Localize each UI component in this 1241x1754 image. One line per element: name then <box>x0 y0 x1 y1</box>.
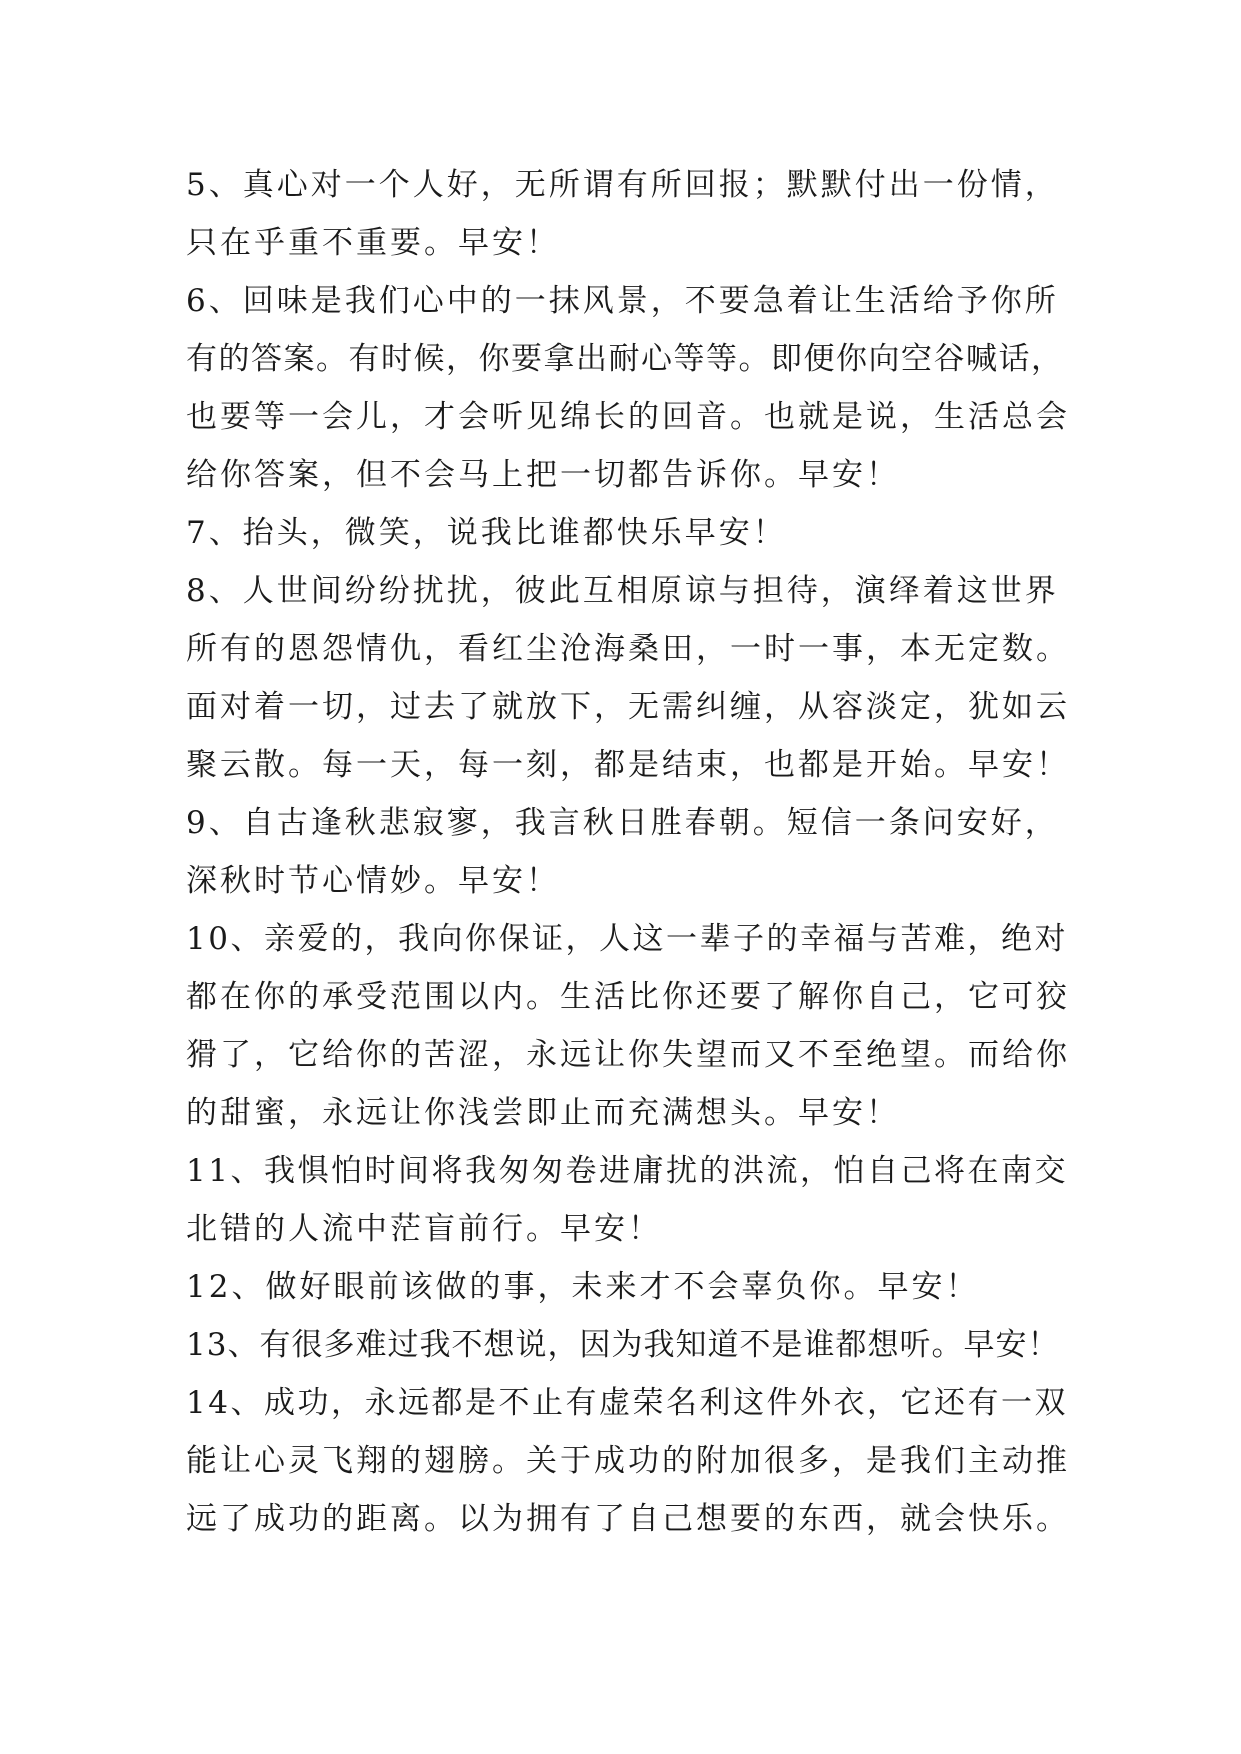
text-line: 10、亲爱的，我向你保证，人这一辈子的幸福与苦难，绝对 <box>186 921 1068 957</box>
text-line: 深秋时节心情妙。早安！ <box>186 863 560 899</box>
text-line: 给你答案，但不会马上把一切都告诉你。早安！ <box>186 457 900 493</box>
text-line: 5、真心对一个人好，无所谓有所回报；默默付出一份情， <box>186 167 1059 203</box>
text-line: 13、有很多难过我不想说，因为我知道不是谁都想听。早安！ <box>186 1327 1060 1363</box>
text-line: 能让心灵飞翔的翅膀。关于成功的附加很多，是我们主动推 <box>186 1443 1070 1479</box>
text-line: 6、回味是我们心中的一抹风景，不要急着让生活给予你所 <box>186 283 1059 319</box>
text-line: 只在乎重不重要。早安！ <box>186 225 560 261</box>
text-line: 面对着一切，过去了就放下，无需纠缠，从容淡定，犹如云 <box>186 689 1070 725</box>
text-line: 的甜蜜，永远让你浅尝即止而充满想头。早安！ <box>186 1095 900 1131</box>
text-line: 12、做好眼前该做的事，未来才不会辜负你。早安！ <box>186 1269 980 1305</box>
text-line: 也要等一会儿，才会听见绵长的回音。也就是说，生活总会 <box>186 399 1070 435</box>
text-line: 14、成功，永远都是不止有虚荣名利这件外衣，它还有一双 <box>186 1385 1068 1421</box>
text-line: 远了成功的距离。以为拥有了自己想要的东西，就会快乐。 <box>186 1501 1070 1537</box>
text-line: 9、自古逢秋悲寂寥，我言秋日胜春朝。短信一条问安好， <box>186 805 1059 841</box>
text-line: 聚云散。每一天，每一刻，都是结束，也都是开始。早安！ <box>186 747 1070 783</box>
text-line: 猾了，它给你的苦涩，永远让你失望而又不至绝望。而给你 <box>186 1037 1070 1073</box>
text-line: 所有的恩怨情仇，看红尘沧海桑田，一时一事，本无定数。 <box>186 631 1070 667</box>
text-line: 8、人世间纷纷扰扰，彼此互相原谅与担待，演绎着这世界 <box>186 573 1059 609</box>
document-body <box>186 156 1070 1548</box>
text-line: 11、我惧怕时间将我匆匆卷进庸扰的洪流，怕自己将在南交 <box>186 1153 1068 1189</box>
text-line: 北错的人流中茫盲前行。早安！ <box>186 1211 662 1247</box>
text-line: 有的答案。有时候，你要拿出耐心等等。即便你向空谷喊话， <box>186 341 1064 377</box>
text-line: 都在你的承受范围以内。生活比你还要了解你自己，它可狡 <box>186 979 1070 1015</box>
text-line: 7、抬头，微笑，说我比谁都快乐早安！ <box>186 515 787 551</box>
